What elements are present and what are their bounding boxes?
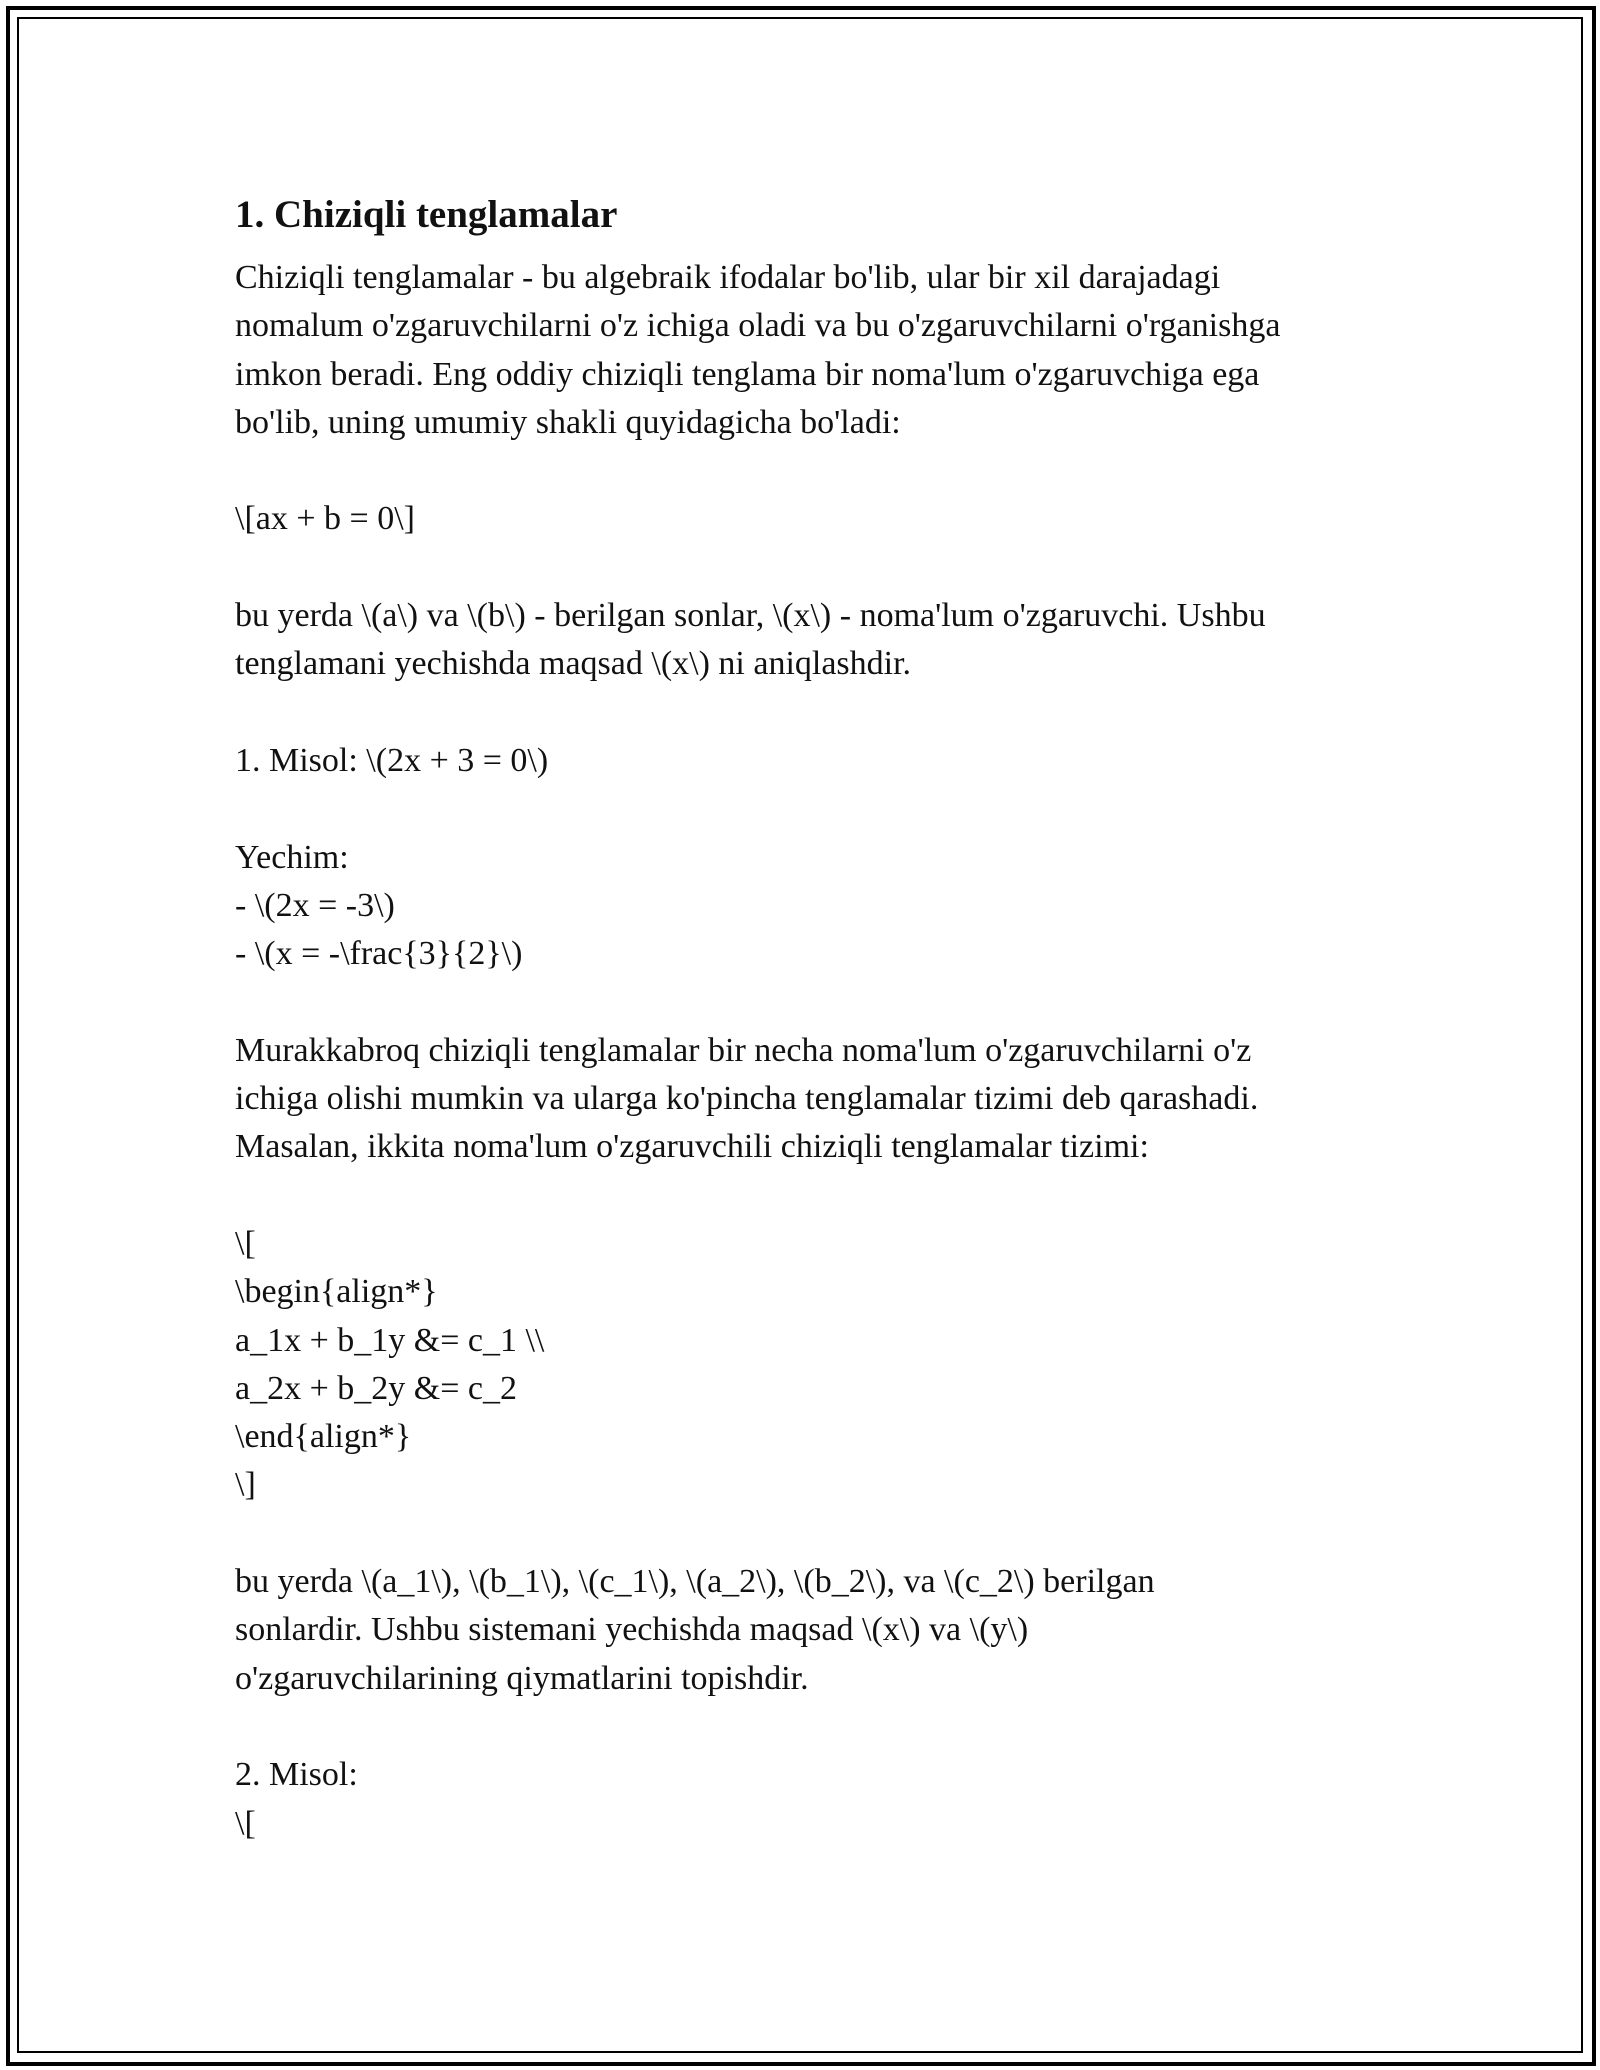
example-line: 1. Misol: \(2x + 3 = 0\)	[235, 741, 549, 779]
solution-block	[235, 834, 1385, 979]
equation-line: a_2x + b_2y &= c_2	[235, 1369, 517, 1407]
equation-line: \end{align*}	[235, 1418, 412, 1456]
document-body	[235, 182, 1385, 1848]
equation-line: \begin{align*}	[235, 1273, 438, 1311]
example-line: 2. Misol:	[235, 1756, 358, 1794]
equation-line: \[ax + b = 0\]	[235, 500, 415, 538]
equation-line: \[	[235, 1224, 256, 1262]
text-line: ichiga olishi mumkin va ularga ko'pincha tenglamalar tizimi deb qarashadi.	[235, 1080, 1259, 1118]
equation-line: \]	[235, 1466, 256, 1504]
system-explanation	[235, 1558, 1385, 1703]
example-1	[235, 737, 1385, 785]
text-line: sonlardir. Ushbu sistemani yechishda maqsad \(x\) va \(y\)	[235, 1611, 1029, 1649]
system-intro-paragraph	[235, 1027, 1385, 1172]
section-heading: 1. Chiziqli tenglamalar	[235, 193, 618, 236]
text-line: Chiziqli tenglamalar - bu algebraik ifodalar bo'lib, ular bir xil darajadagi	[235, 259, 1221, 296]
equation-line: \[	[235, 1804, 256, 1842]
text-line: Murakkabroq chiziqli tenglamalar bir necha noma'lum o'zgaruvchilarni o'z	[235, 1031, 1252, 1069]
solution-step: - \(2x = -3\)	[235, 886, 395, 924]
text-line: tenglamani yechishda maqsad \(x\) ni aniqlashdir.	[235, 645, 912, 683]
text-line: o'zgaruvchilarining qiymatlarini topishdir.	[235, 1659, 809, 1697]
text-line: nomalum o'zgaruvchilarni o'z ichiga oladi va bu o'zgaruvchilarni o'rganishga	[235, 307, 1281, 345]
intro-paragraph	[235, 254, 1385, 447]
solution-label: Yechim:	[235, 838, 349, 876]
solution-step: - \(x = -\frac{3}{2}\)	[235, 935, 523, 973]
variables-explanation	[235, 592, 1385, 689]
example-2	[235, 1751, 1385, 1848]
text-line: Masalan, ikkita noma'lum o'zgaruvchili chiziqli tenglamalar tizimi:	[235, 1128, 1149, 1166]
equation-line: a_1x + b_1y &= c_1 \\	[235, 1321, 545, 1359]
text-line: bu yerda \(a_1\), \(b_1\), \(c_1\), \(a_2\), \(b_2\), va \(c_2\) berilgan	[235, 1563, 1155, 1601]
text-line: bu yerda \(a\) va \(b\) - berilgan sonlar, \(x\) - noma'lum o'zgaruvchi. Ushbu	[235, 597, 1266, 635]
general-equation	[235, 495, 1385, 543]
text-line: imkon beradi. Eng oddiy chiziqli tenglama bir noma'lum o'zgaruvchiga ega	[235, 355, 1260, 393]
equation-system	[235, 1220, 1385, 1510]
text-line: bo'lib, uning umumiy shakli quyidagicha bo'ladi:	[235, 403, 901, 441]
